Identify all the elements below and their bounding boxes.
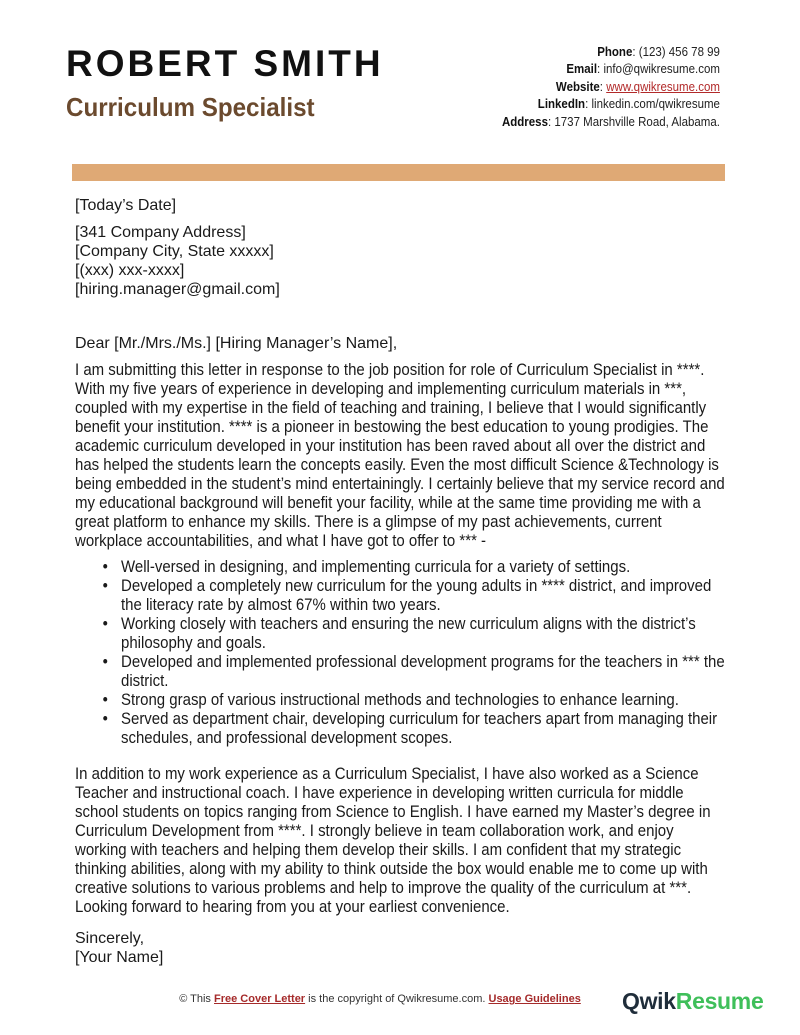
logo-part-resume: Resume bbox=[675, 988, 764, 1014]
body-paragraph-1: I am submitting this letter in response to the job position for role of Curriculum Specialist in ****. With my five years of experience in developing and implementing curriculum materials in ***, coupled with my expertise in the field of teaching and training, I believe that I would significantly benefit your institution. **** is a pioneer in bestowing the best education to young prodigies. The academic curriculum developed in your institution has been raved about all over the district and has helped the students learn the concepts easily. Even the most difficult Science &Technology is being embedded in the student’s mind entertainingly. I certainly believe that my service record and my educational background will benefit your facility, while at the same time providing me with a great platform to enhance my skills. There is a glimpse of my past achievements, current workplace accountabilities, and what I have got to offer to *** - bbox=[75, 361, 725, 550]
list-item-text: Well-versed in designing, and implementing curricula for a variety of settings. bbox=[121, 558, 631, 576]
logo-part-qwik: Qwik bbox=[622, 988, 676, 1014]
body-paragraph-2: In addition to my work experience as a Curriculum Specialist, I have also worked as a Science Teacher and instructional coach. I have experience in developing written curricula for middle school students on topics ranging from Science to English. I have earned my Master’s degree in Curriculum Development from ****. I strongly believe in team collaboration work, and enjoy working with teachers and helping them develop their skills. I am confident that my strategic thinking abilities, along with my ability to think outside the box would enable me to come up with creative solutions to various problems and help to improve the quality of the curriculum at ***. Looking forward to hearing from you at your earliest convenience. bbox=[75, 765, 711, 916]
bullet-icon: • bbox=[102, 710, 108, 728]
list-item bbox=[75, 653, 726, 691]
bullet-icon: • bbox=[102, 691, 108, 709]
contact-label: Phone bbox=[597, 45, 633, 59]
accent-divider-bar bbox=[72, 164, 725, 181]
salutation: Dear [Mr./Mrs./Ms.] [Hiring Manager’s Name], bbox=[75, 335, 398, 352]
list-item bbox=[75, 615, 726, 653]
contact-value: (123) 456 78 99 bbox=[638, 45, 720, 59]
usage-guidelines-link[interactable]: Usage Guidelines bbox=[488, 993, 581, 1005]
bullet-icon: • bbox=[102, 653, 108, 671]
achievements-list bbox=[75, 558, 726, 748]
list-item-text: Developed a completely new curriculum for the young adults in **** district, and improved the literacy rate by almost 67% within two years. bbox=[121, 577, 712, 614]
contact-phone: Phone: (123) 456 78 99 bbox=[597, 45, 720, 59]
contact-email: Email: info@qwikresume.com bbox=[566, 62, 720, 77]
list-item-text: Strong grasp of various instructional methods and technologies to enhance learning. bbox=[121, 691, 679, 709]
contact-label: LinkedIn bbox=[537, 97, 586, 112]
contact-linkedin: LinkedIn: linkedin.com/qwikresume bbox=[537, 97, 720, 112]
list-item-text: Served as department chair, developing curriculum for teachers apart from managing their schedules, and professional development scopes. bbox=[121, 710, 718, 747]
signature-name: [Your Name] bbox=[75, 949, 164, 966]
bullet-icon: • bbox=[102, 615, 108, 633]
bullet-icon: • bbox=[102, 558, 108, 576]
list-item bbox=[75, 710, 726, 748]
contact-value: info@qwikresume.com bbox=[603, 62, 720, 77]
list-item bbox=[75, 558, 726, 577]
job-title: Curriculum Specialist bbox=[66, 92, 315, 122]
contact-label: Address bbox=[502, 114, 549, 129]
contact-value: linkedin.com/qwikresume bbox=[591, 97, 720, 112]
qwikresume-logo[interactable] bbox=[622, 988, 763, 1015]
contact-label: Email bbox=[566, 62, 598, 77]
recipient-line: [(xxx) xxx-xxxx] bbox=[75, 262, 185, 279]
closing: Sincerely, bbox=[75, 930, 145, 947]
recipient-address bbox=[75, 223, 280, 299]
contact-value: 1737 Marshville Road, Alabama. bbox=[554, 114, 720, 129]
list-item-text: Working closely with teachers and ensuring the new curriculum aligns with the district’s philosophy and goals. bbox=[121, 615, 696, 652]
free-cover-letter-link[interactable]: Free Cover Letter bbox=[214, 993, 306, 1005]
website-link[interactable]: www.qwikresume.com bbox=[606, 79, 720, 94]
contact-address: Address: 1737 Marshville Road, Alabama. bbox=[502, 114, 720, 129]
list-item-text: Developed and implemented professional development programs for the teachers in *** the district. bbox=[121, 653, 725, 690]
list-item bbox=[75, 691, 726, 710]
contact-label: Website bbox=[555, 79, 600, 94]
contact-info bbox=[502, 44, 720, 131]
letter-date: [Today’s Date] bbox=[75, 197, 177, 214]
recipient-line: [Company City, State xxxxx] bbox=[75, 243, 274, 260]
footer-text: © This bbox=[179, 993, 214, 1005]
contact-website: Website: www.qwikresume.com bbox=[555, 79, 720, 94]
bullet-icon: • bbox=[102, 577, 108, 595]
recipient-line: [hiring.manager@gmail.com] bbox=[75, 281, 280, 298]
sign-off bbox=[75, 929, 163, 967]
recipient-line: [341 Company Address] bbox=[75, 224, 246, 241]
applicant-name: ROBERT SMITH bbox=[66, 43, 384, 84]
footer-text: is the copyright of Qwikresume.com. bbox=[305, 993, 489, 1005]
list-item bbox=[75, 577, 726, 615]
